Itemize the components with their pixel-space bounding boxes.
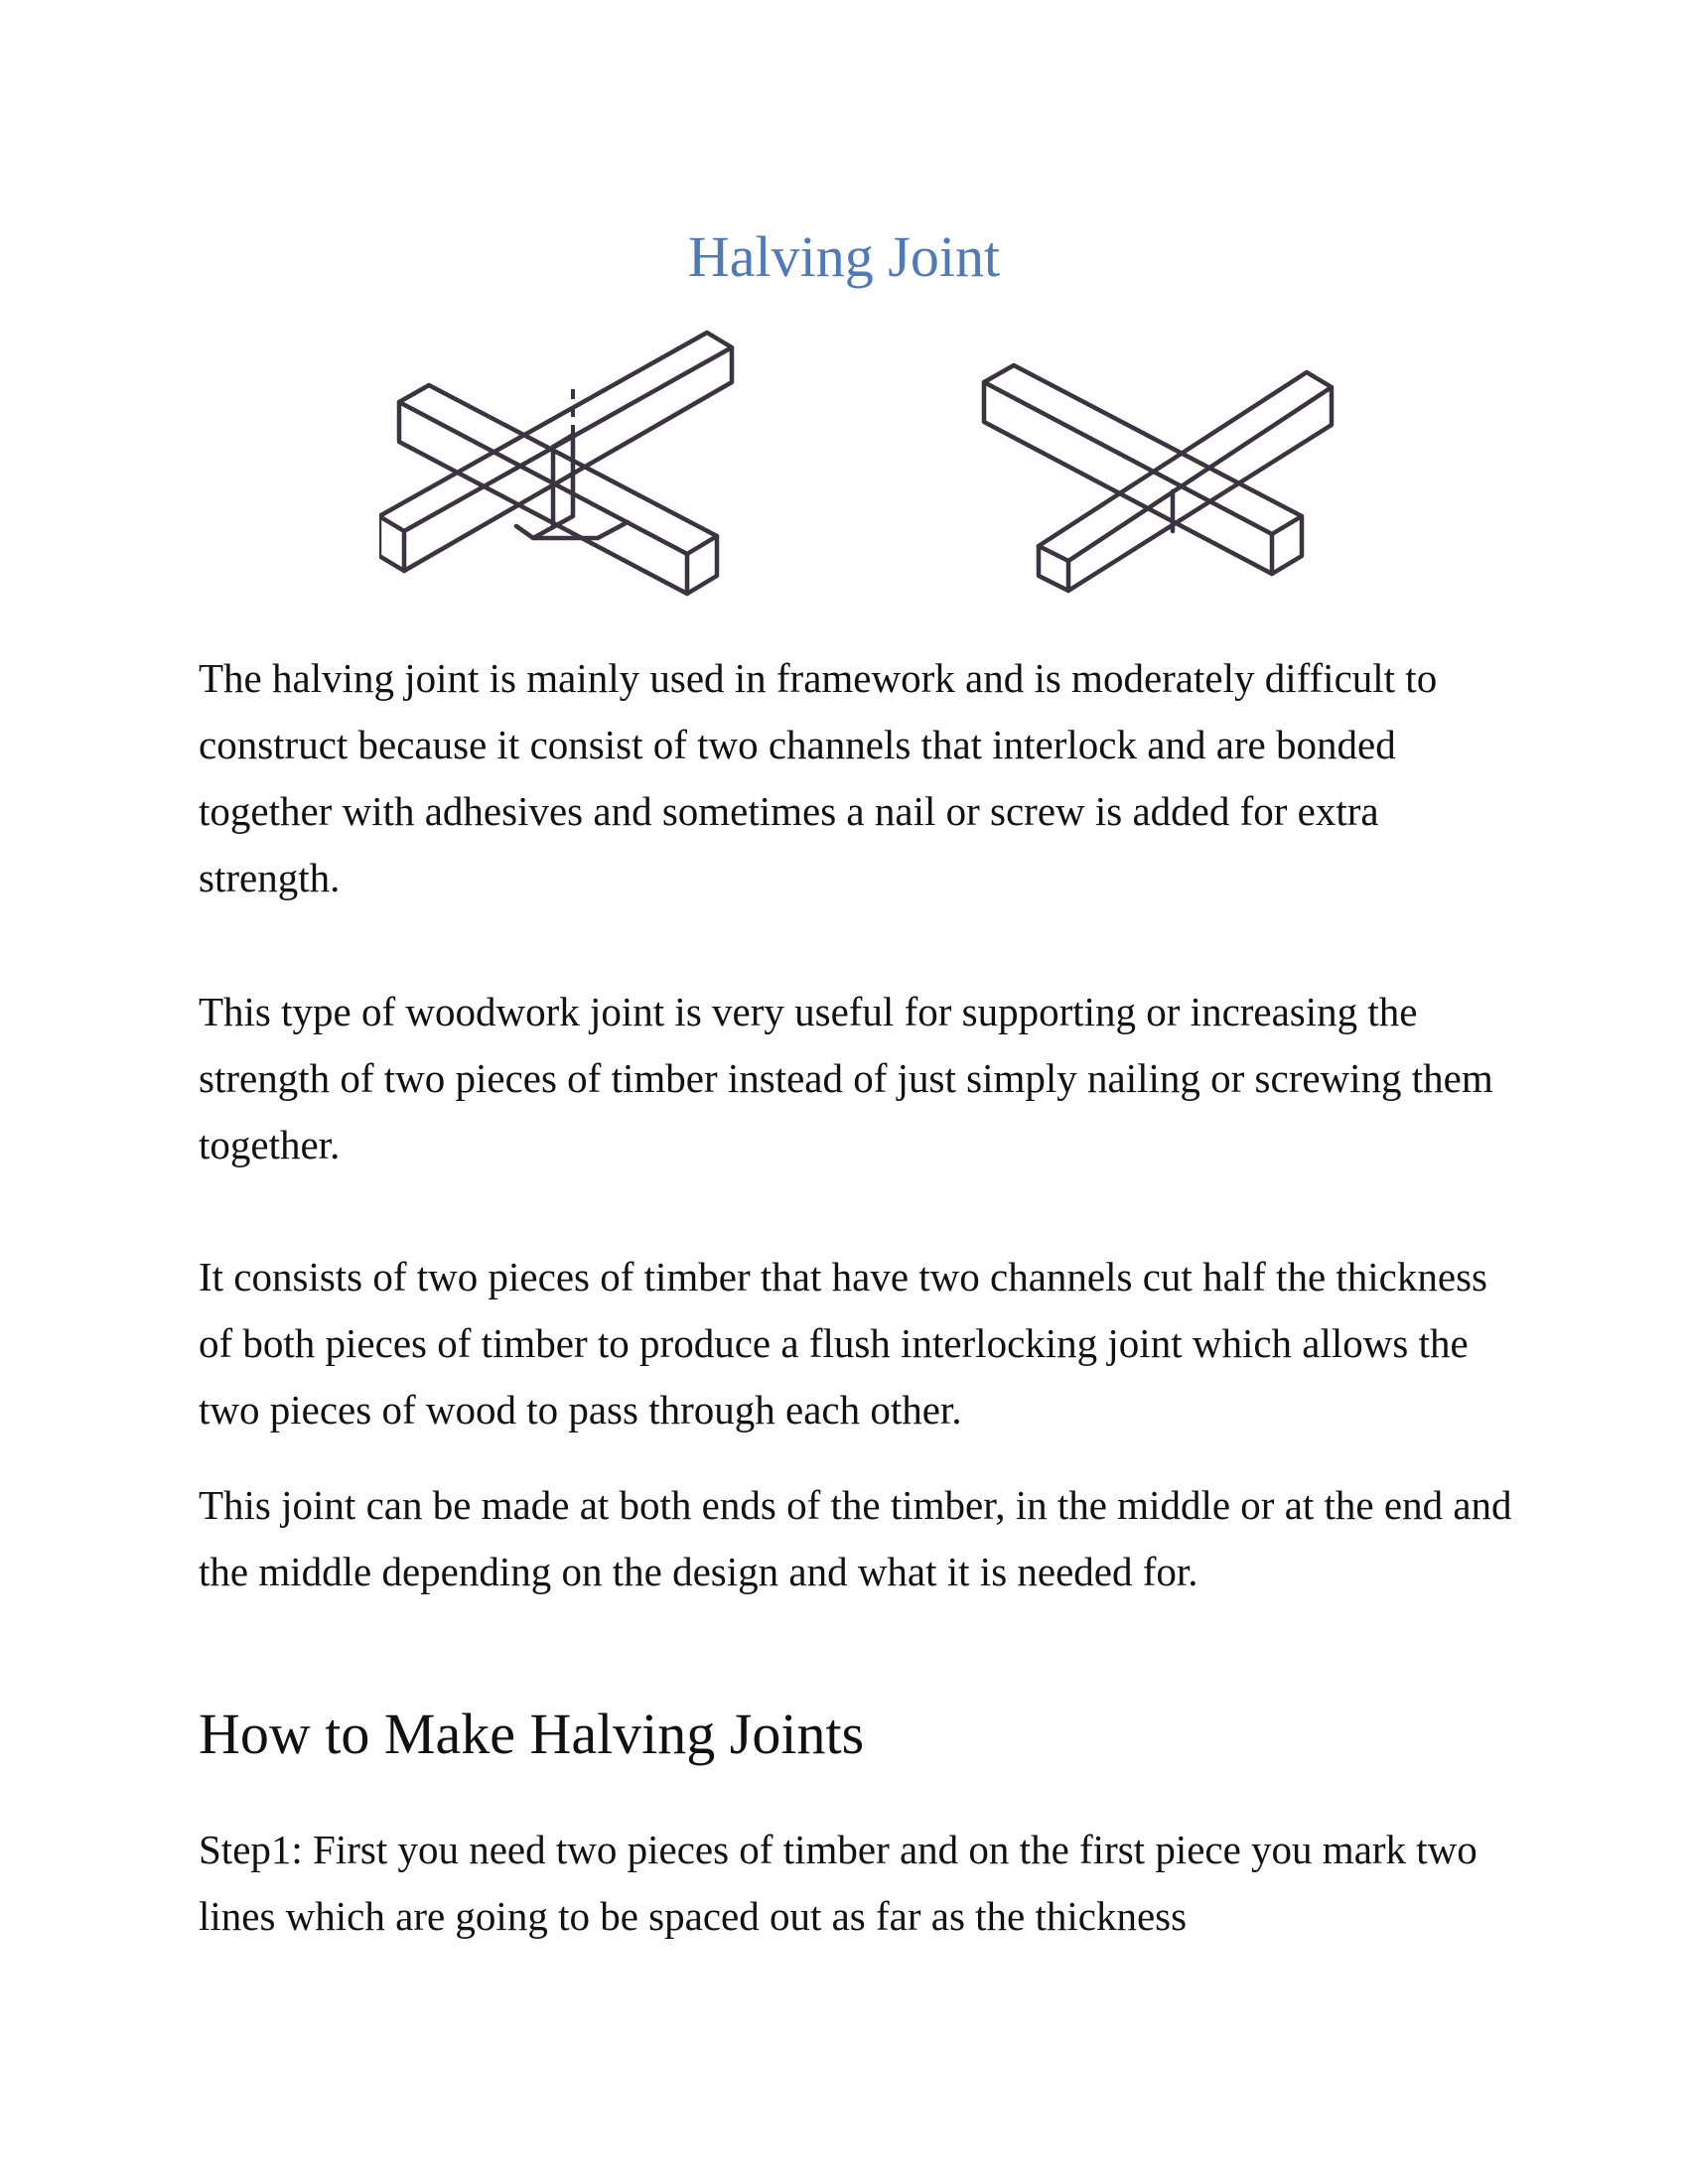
halving-joint-exploded-drawing	[379, 328, 757, 625]
paragraph-3: It consists of two pieces of timber that have two channels cut half the thickness of both pieces of timber to produce a flush interlocking joint which allows the two pieces of wood to pass through each other.	[199, 1254, 1487, 1433]
page-title: Halving Joint	[687, 224, 1001, 289]
halving-joint-assembled-illustration	[969, 328, 1346, 625]
halving-joint-assembled-drawing	[969, 328, 1346, 625]
section-heading: How to Make Halving Joints	[199, 1702, 865, 1766]
paragraph-4: This joint can be made at both ends of the timber, in the middle or at the end and the middle depending on the design and what it is needed for.	[199, 1482, 1512, 1594]
paragraph-2: This type of woodwork joint is very useful for supporting or increasing the strength of two pieces of timber instead of just simply nailing or screwing them together.	[199, 989, 1493, 1167]
halving-joint-exploded-illustration	[379, 328, 757, 625]
step-1-paragraph: Step1: First you need two pieces of timber and on the first piece you mark two lines which are going to be spaced out as far as the thickness	[199, 1827, 1477, 1939]
paragraph-1: The halving joint is mainly used in framework and is moderately difficult to construct because it consist of two channels that interlock and are bonded together with adhesives and sometimes a nail or screw is added for extra strength.	[199, 655, 1438, 900]
